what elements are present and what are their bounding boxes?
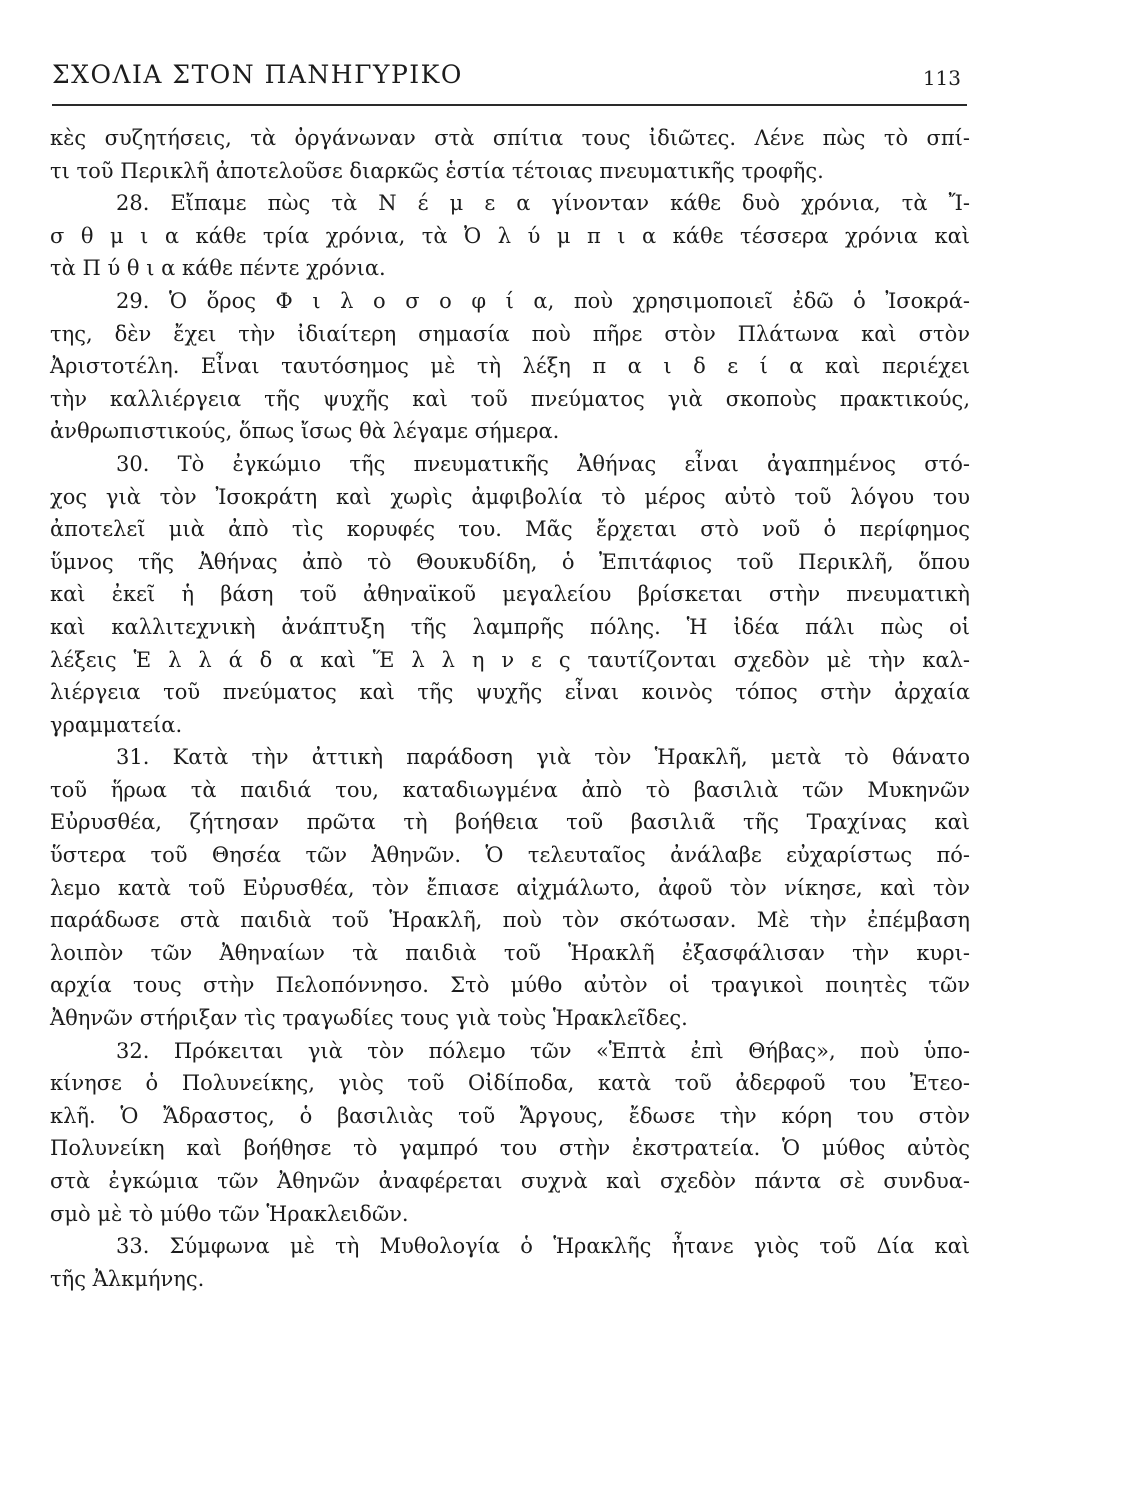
text-line: λιέργεια τοῦ πνεύματος καὶ τῆς ψυχῆς εἶναι κοινὸς τόπος στὴν ἀρχαία — [50, 680, 970, 705]
text-line: γραμματεία. — [50, 712, 183, 737]
text-line: κὲς συζητήσεις, τὰ ὀργάνωναν στὰ σπίτια τους ἰδιῶτες. Λένε πὼς τὸ σπί- — [50, 126, 970, 150]
text-line: αρχία τους στὴν Πελοπόννησο. Στὸ μύθο αὐτὸν οἱ τραγικοὶ ποιητὲς τῶν — [50, 973, 970, 998]
text-line: λεμο κατὰ τοῦ Εὐρυσθέα, τὸν ἔπιασε αἰχμάλωτο, ἀφοῦ τὸν νίκησε, καὶ τὸν — [50, 875, 970, 900]
text-line: ὕμνος τῆς Ἀθήνας ἀπὸ τὸ Θουκυδίδη, ὁ Ἐπιτάφιος τοῦ Περικλῆ, ὅπου — [50, 549, 970, 574]
text-line: χος γιὰ τὸν Ἰσοκράτη καὶ χωρὶς ἀμφιβολία τὸ μέρος αὐτὸ τοῦ λόγου του — [50, 484, 970, 509]
text-line: παράδωσε στὰ παιδιὰ τοῦ Ἡρακλῆ, ποὺ τὸν σκότωσαν. Μὲ τὴν ἐπέμβαση — [50, 908, 970, 933]
note-28-start: 28. Εἴπαμε πὼς τὰ Ν έ μ ε α γίνονταν κάθε δυὸ χρόνια, τὰ Ἴ- — [116, 191, 970, 216]
notes-text — [50, 122, 970, 1295]
text-line: σ θ μ ι α κάθε τρία χρόνια, τὰ Ὀ λ ύ μ π ι α κάθε τέσσερα χρόνια καὶ — [50, 223, 970, 248]
text-line: ἀνθρωπιστικούς, ὅπως ἴσως θὰ λέγαμε σήμερα. — [50, 419, 560, 444]
running-head-title: ΣΧΟΛΙΑ ΣΤΟΝ ΠΑΝΗΓΥΡΙΚΟ — [52, 60, 463, 89]
text-line: της, δὲν ἔχει τὴν ἰδιαίτερη σημασία ποὺ πῆρε στὸν Πλάτωνα καὶ στὸν — [50, 321, 970, 346]
text-line: καὶ καλλιτεχνικὴ ἀνάπτυξη τῆς λαμπρῆς πόλης. Ἡ ἰδέα πάλι πὼς οἱ — [50, 614, 970, 639]
text-line: κίνησε ὁ Πολυνείκης, γιὸς τοῦ Οἰδίποδα, κατὰ τοῦ ἀδερφοῦ του Ἐτεο- — [50, 1071, 970, 1096]
text-line: λοιπὸν τῶν Ἀθηναίων τὰ παιδιὰ τοῦ Ἡρακλῆ ἐξασφάλισαν τὴν κυρι- — [50, 940, 970, 965]
text-line: Ἀριστοτέλη. Εἶναι ταυτόσημος μὲ τὴ λέξη π α ι δ ε ί α καὶ περιέχει — [50, 354, 970, 379]
text-line: Εὐρυσθέα, ζήτησαν πρῶτα τὴ βοήθεια τοῦ βασιλιᾶ τῆς Τραχίνας καὶ — [50, 810, 970, 835]
note-33-start: 33. Σύμφωνα μὲ τὴ Μυθολογία ὁ Ἡρακλῆς ἦτανε γιὸς τοῦ Δία καὶ — [116, 1234, 970, 1259]
text-line: τὴν καλλιέργεια τῆς ψυχῆς καὶ τοῦ πνεύματος γιὰ σκοποὺς πρακτικούς, — [50, 386, 970, 411]
text-line: λέξεις Ἑ λ λ ά δ α καὶ Ἕ λ λ η ν ε ς ταυτίζονται σχεδὸν μὲ τὴν καλ- — [50, 647, 970, 672]
text-line: Πολυνείκη καὶ βοήθησε τὸ γαμπρό του στὴν ἐκστρατεία. Ὁ μύθος αὐτὸς — [50, 1136, 970, 1161]
note-32-start: 32. Πρόκειται γιὰ τὸν πόλεμο τῶν «Ἑπτὰ ἐπὶ Θήβας», ποὺ ὑπο- — [116, 1038, 970, 1063]
text-line: Ἀθηνῶν στήριξαν τὶς τραγωδίες τους γιὰ τοὺς Ἡρακλεῖδες. — [50, 1006, 688, 1031]
text-line: τῆς Ἀλκμήνης. — [50, 1266, 205, 1291]
text-line: ἀποτελεῖ μιὰ ἀπὸ τὶς κορυφές του. Μᾶς ἔρχεται στὸ νοῦ ὁ περίφημος — [50, 517, 970, 542]
text-line: σμὸ μὲ τὸ μύθο τῶν Ἡρακλειδῶν. — [50, 1201, 409, 1226]
text-line: καὶ ἐκεῖ ἡ βάση τοῦ ἀθηναϊκοῦ μεγαλείου βρίσκεται στὴν πνευματικὴ — [50, 582, 970, 607]
header-rule — [52, 104, 967, 106]
page-number: 113 — [922, 66, 961, 90]
note-31-start: 31. Κατὰ τὴν ἀττικὴ παράδοση γιὰ τὸν Ἡρακλῆ, μετὰ τὸ θάνατο — [116, 745, 970, 770]
text-line: τι τοῦ Περικλῆ ἀποτελοῦσε διαρκῶς ἑστία τέτοιας πνευματικῆς τροφῆς. — [50, 158, 824, 183]
text-line: στὰ ἐγκώμια τῶν Ἀθηνῶν ἀναφέρεται συχνὰ καὶ σχεδὸν πάντα σὲ συνδυα- — [50, 1169, 970, 1193]
running-head — [52, 60, 967, 100]
note-29-start: 29. Ὁ ὅρος Φ ι λ ο σ ο φ ί α, ποὺ χρησιμοποιεῖ ἐδῶ ὁ Ἰσοκρά- — [116, 288, 970, 313]
note-30-start: 30. Τὸ ἐγκώμιο τῆς πνευματικῆς Ἀθήνας εἶναι ἀγαπημένος στό- — [116, 451, 970, 476]
text-line: τὰ Π ύ θ ι α κάθε πέντε χρόνια. — [50, 256, 386, 281]
text-line: κλῆ. Ὁ Ἄδραστος, ὁ βασιλιὰς τοῦ Ἄργους, ἔδωσε τὴν κόρη του στὸν — [50, 1103, 970, 1128]
text-line: τοῦ ἥρωα τὰ παιδιά του, καταδιωγμένα ἀπὸ τὸ βασιλιὰ τῶν Μυκηνῶν — [50, 777, 970, 802]
text-line: ὕστερα τοῦ Θησέα τῶν Ἀθηνῶν. Ὁ τελευταῖος ἀνάλαβε εὐχαρίστως πό- — [50, 843, 970, 868]
